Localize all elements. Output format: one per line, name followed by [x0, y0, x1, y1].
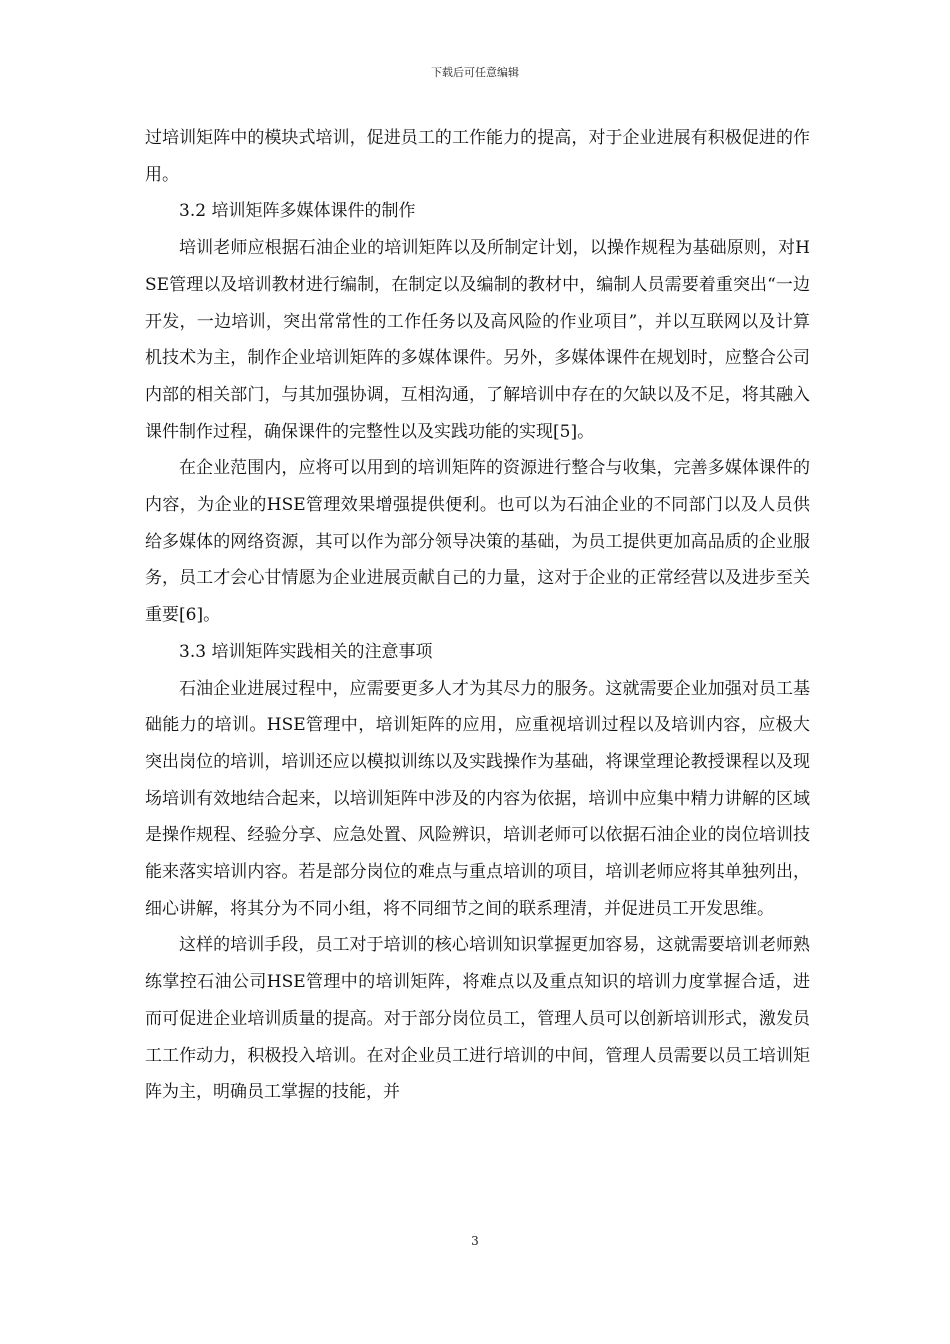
paragraph: 石油企业进展过程中，应需要更多人才为其尽力的服务。这就需要企业加强对员工基础能力的培训。HSE管理中，培训矩阵的应用，应重视培训过程以及培训内容，应极大突出岗位的培训，培训还应以模拟训练以及实践操作为基础，将课堂理论教授课程以及现场培训有效地结合起来，以培训矩阵中涉及的内容为依据，培训中应集中精力讲解的区域是操作规程、经验分享、应急处置、风险辨识，培训老师可以依据石油企业的岗位培训技能来落实培训内容。若是部分岗位的难点与重点培训的项目，培训老师应将其单独列出，细心讲解，将其分为不同小组，将不同细节之间的联系理清，并促进员工开发思维。: [145, 678, 810, 919]
paragraph: 培训老师应根据石油企业的培训矩阵以及所制定计划，以操作规程为基础原则，对HSE管理以及培训教材进行编制，在制定以及编制的教材中，编制人员需要着重突出“一边开发，一边培训，突出常常性的工作任务以及高风险的作业项目”，并以互联网以及计算机技术为主，制作企业培训矩阵的多媒体课件。另外，多媒体课件在规划时，应整合公司内部的相关部门，与其加强协调，互相沟通，了解培训中存在的欠缺以及不足，将其融入课件制作过程，确保课件的完整性以及实践功能的实现[5]。: [145, 238, 810, 442]
page-header: 下载后可任意编辑: [431, 66, 519, 79]
section-heading-3-3: 3.3 培训矩阵实践相关的注意事项: [179, 641, 433, 662]
document-body: [145, 120, 810, 1111]
page-number: 3: [471, 1234, 479, 1248]
paragraph: 这样的培训手段，员工对于培训的核心培训知识掌握更加容易，这就需要培训老师熟练掌控石油公司HSE管理中的培训矩阵，将难点以及重点知识的培训力度掌握合适，进而可促进企业培训质量的提高。对于部分岗位员工，管理人员可以创新培训形式，激发员工工作动力，积极投入培训。在对企业员工进行培训的中间，管理人员需要以员工培训矩阵为主，明确员工掌握的技能，并: [145, 935, 810, 1103]
section-heading-3-2: 3.2 培训矩阵多媒体课件的制作: [179, 201, 416, 222]
paragraph-continued: 过培训矩阵中的模块式培训，促进员工的工作能力的提高，对于企业进展有积极促进的作用。: [145, 128, 810, 185]
paragraph: 在企业范围内，应将可以用到的培训矩阵的资源进行整合与收集，完善多媒体课件的内容，为企业的HSE管理效果增强提供便利。也可以为石油企业的不同部门以及人员供给多媒体的网络资源，其可以作为部分领导决策的基础，为员工提供更加高品质的企业服务，员工才会心甘情愿为企业进展贡献自己的力量，这对于企业的正常经营以及进步至关重要[6]。: [145, 458, 810, 626]
